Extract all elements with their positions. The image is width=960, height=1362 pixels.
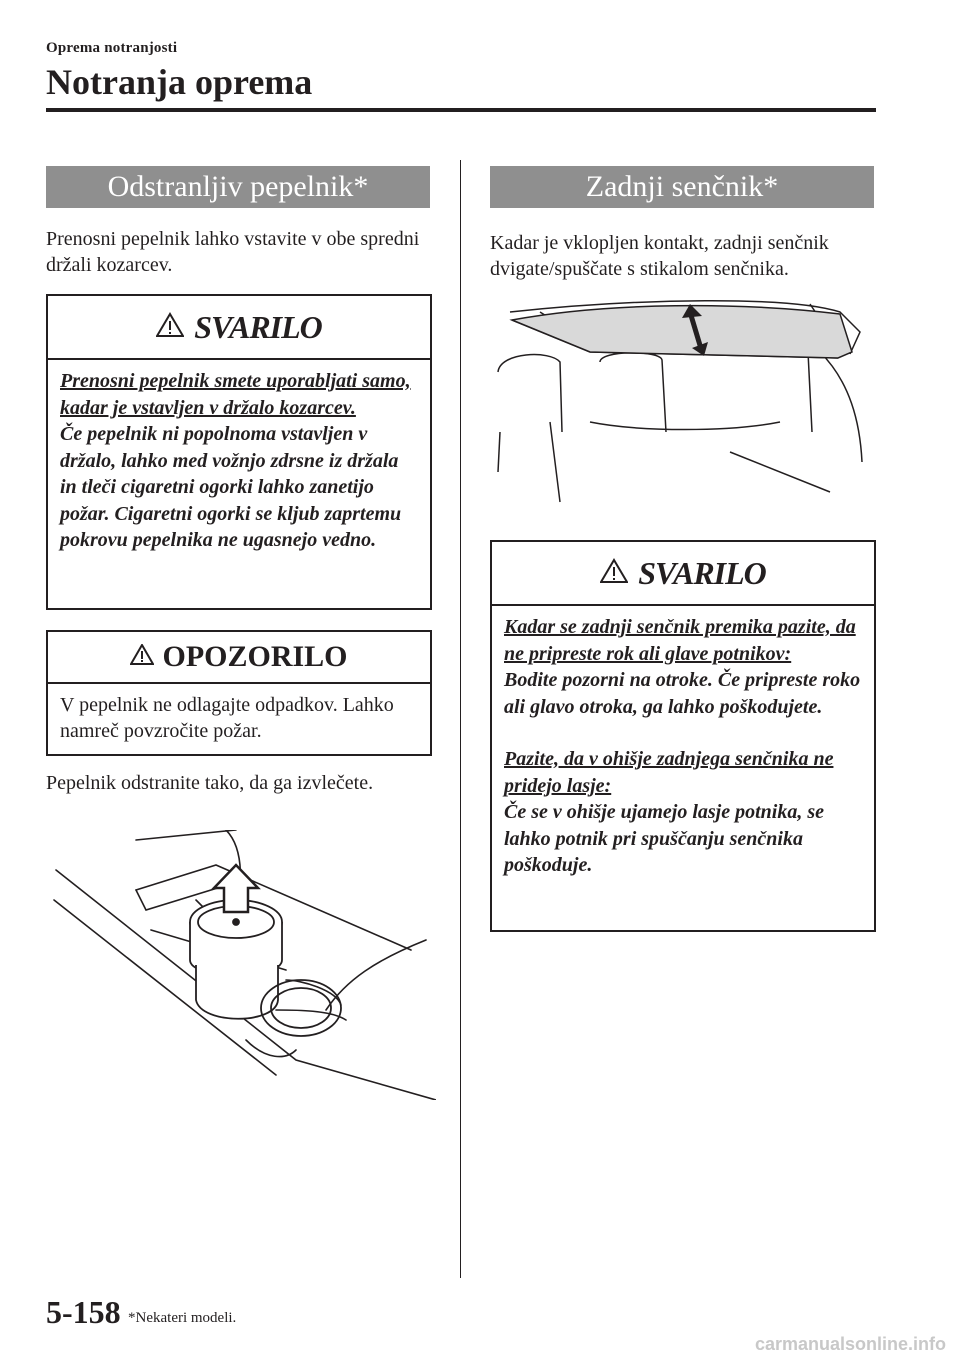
ashtray-warning-box <box>46 294 432 610</box>
warning-underlined-text: Prenosni pepelnik smete uporabljati samo, kadar je vstavljen v držalo kozarcev. <box>60 370 411 419</box>
warning-header <box>48 296 430 360</box>
warning-underlined-text-1: Kadar se zadnji senčnik premika pazite, da ne pripreste rok ali glave potnikov: <box>504 616 856 665</box>
warning-body-text: Če pepelnik ni popolnoma vstavljen v držalo, lahko med vožnjo zdrsne iz držala in tleči cigaretni ogorki lahko zanetijo požar. Cigaretni ogorki se kljub zaprtemu pokrovu pepelnika ne ugasnejo vedno. <box>60 423 402 551</box>
breadcrumb: Oprema notranjosti <box>46 40 178 56</box>
ashtray-illustration <box>46 830 436 1100</box>
footnote: *Nekateri modeli. <box>128 1310 237 1326</box>
caution-title: OPOZORILO <box>162 640 348 673</box>
ashtray-removal-text: Pepelnik odstranite tako, da ga izvlečete. <box>46 772 374 794</box>
ashtray-section-header: Odstranljiv pepelnik* <box>46 166 430 208</box>
warning-underlined-text-2: Pazite, da v ohišje zadnjega senčnika ne pridejo lasje: <box>504 748 834 797</box>
warning-title: SVARILO <box>194 308 322 345</box>
watermark: carmanualsonline.info <box>754 1334 946 1354</box>
caution-triangle-icon <box>130 644 154 671</box>
warning-triangle-icon <box>156 312 184 343</box>
sunshade-intro-text: Kadar je vklopljen kontakt, zadnji senčnik dvigate/spuščate s stikalom senčnika. <box>490 232 829 280</box>
sunshade-section-header: Zadnji senčnik* <box>490 166 874 208</box>
warning-triangle-icon <box>600 558 628 589</box>
title-rule <box>46 108 876 112</box>
warning-title: SVARILO <box>638 554 766 591</box>
warning-body-text-2: Če se v ohišje ujamejo lasje potnika, se lahko potnik pri spuščanju senčnika poškoduje. <box>504 801 824 876</box>
ashtray-intro-text: Prenosni pepelnik lahko vstavite v obe spredni držali kozarcev. <box>46 228 420 276</box>
page-number: 5-158 <box>46 1294 121 1330</box>
sunshade-illustration <box>490 292 874 514</box>
warning-body-text-1: Bodite pozorni na otroke. Če pripreste roko ali glavo otroka, ga lahko poškodujete. <box>504 669 861 718</box>
warning-header <box>492 542 874 606</box>
caution-header <box>48 632 430 684</box>
sunshade-warning-box <box>490 540 876 932</box>
column-divider <box>460 160 461 1278</box>
ashtray-caution-box <box>46 630 432 756</box>
caution-body-text: V pepelnik ne odlagajte odpadkov. Lahko namreč povzročite požar. <box>60 694 394 742</box>
page-title: Notranja oprema <box>46 62 313 102</box>
